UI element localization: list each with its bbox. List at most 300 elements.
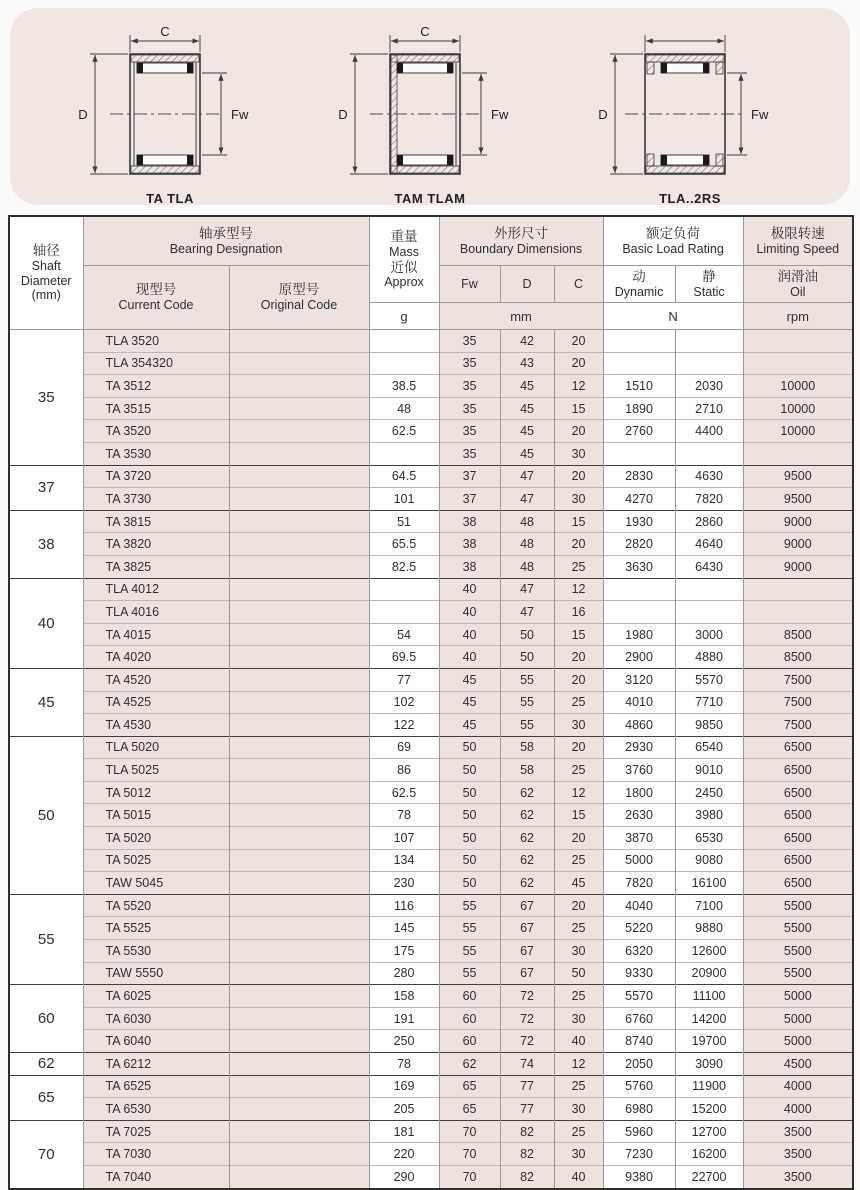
- mass-cell: 191: [369, 1007, 439, 1030]
- svg-text:Fw: Fw: [231, 107, 249, 122]
- svg-text:D: D: [598, 107, 608, 122]
- table-row: [9, 555, 853, 578]
- dyn-cell: 5220: [603, 917, 675, 940]
- fw-cell: 38: [439, 533, 500, 556]
- dyn-cell: [603, 601, 675, 624]
- rpm-cell: 6500: [743, 736, 853, 759]
- fw-cell: 35: [439, 375, 500, 398]
- table-row: [9, 804, 853, 827]
- orig-cell: [229, 827, 369, 850]
- mass-cell: 77: [369, 668, 439, 691]
- d-cell: 47: [500, 465, 554, 488]
- bearing-spec-table: [8, 215, 854, 1190]
- svg-text:Fw: Fw: [491, 107, 509, 122]
- shaft-diameter-cell: 62: [9, 1053, 83, 1076]
- mass-cell: 169: [369, 1075, 439, 1098]
- mass-cell: [369, 330, 439, 353]
- rpm-cell: 5500: [743, 940, 853, 963]
- dyn-cell: 4010: [603, 691, 675, 714]
- table-row: [9, 759, 853, 782]
- mass-cell: 78: [369, 1053, 439, 1076]
- mass-cell: 69: [369, 736, 439, 759]
- header-original-code: 原型号 Original Code: [229, 266, 369, 330]
- code-cell: TA 7025: [83, 1120, 229, 1143]
- header-dynamic: 动 Dynamic: [603, 266, 675, 303]
- orig-cell: [229, 601, 369, 624]
- fw-cell: 35: [439, 352, 500, 375]
- c-cell: 20: [554, 420, 603, 443]
- code-cell: TLA 3520: [83, 330, 229, 353]
- shaft-diameter-cell: 70: [9, 1120, 83, 1188]
- stat-cell: 3090: [675, 1053, 743, 1076]
- orig-cell: [229, 985, 369, 1008]
- d-cell: 62: [500, 849, 554, 872]
- c-cell: 20: [554, 533, 603, 556]
- code-cell: TA 6040: [83, 1030, 229, 1053]
- rpm-cell: 5000: [743, 1007, 853, 1030]
- orig-cell: [229, 781, 369, 804]
- d-cell: 82: [500, 1120, 554, 1143]
- rpm-cell: 6500: [743, 872, 853, 895]
- c-cell: 25: [554, 759, 603, 782]
- c-cell: 20: [554, 894, 603, 917]
- fw-cell: 55: [439, 940, 500, 963]
- rpm-cell: 4000: [743, 1075, 853, 1098]
- bearing-diagram-ta-tla: [70, 24, 270, 206]
- orig-cell: [229, 736, 369, 759]
- c-cell: 12: [554, 578, 603, 601]
- table-row: [9, 872, 853, 895]
- header-shaft-diameter: 轴径 Shaft Diameter (mm): [9, 216, 83, 330]
- orig-cell: [229, 894, 369, 917]
- code-cell: TA 3720: [83, 465, 229, 488]
- stat-cell: 4640: [675, 533, 743, 556]
- dyn-cell: 9330: [603, 962, 675, 985]
- dyn-cell: 4860: [603, 714, 675, 737]
- mass-cell: 65.5: [369, 533, 439, 556]
- rpm-cell: 5000: [743, 985, 853, 1008]
- header-current-code: 现型号 Current Code: [83, 266, 229, 330]
- stat-cell: 22700: [675, 1165, 743, 1188]
- mass-cell: [369, 578, 439, 601]
- fw-cell: 45: [439, 714, 500, 737]
- table-row: [9, 442, 853, 465]
- table-row: [9, 668, 853, 691]
- table-row: [9, 397, 853, 420]
- bearing-cross-section-svg: [595, 24, 785, 184]
- svg-text:D: D: [78, 107, 88, 122]
- orig-cell: [229, 442, 369, 465]
- d-cell: 55: [500, 714, 554, 737]
- shaft-diameter-cell: 60: [9, 985, 83, 1053]
- stat-cell: 12700: [675, 1120, 743, 1143]
- table-row: [9, 940, 853, 963]
- stat-cell: 19700: [675, 1030, 743, 1053]
- orig-cell: [229, 352, 369, 375]
- code-cell: TA 3730: [83, 488, 229, 511]
- shaft-diameter-cell: 45: [9, 668, 83, 736]
- table-row: [9, 714, 853, 737]
- d-cell: 72: [500, 1007, 554, 1030]
- d-cell: 77: [500, 1098, 554, 1121]
- stat-cell: 6430: [675, 555, 743, 578]
- dyn-cell: 2630: [603, 804, 675, 827]
- rpm-cell: 9500: [743, 465, 853, 488]
- code-cell: TA 3512: [83, 375, 229, 398]
- fw-cell: 70: [439, 1165, 500, 1188]
- rpm-cell: 8500: [743, 646, 853, 669]
- mass-cell: 116: [369, 894, 439, 917]
- shaft-diameter-cell: 50: [9, 736, 83, 894]
- table-row: [9, 985, 853, 1008]
- shaft-diameter-cell: 65: [9, 1075, 83, 1120]
- orig-cell: [229, 668, 369, 691]
- stat-cell: [675, 601, 743, 624]
- d-cell: 67: [500, 962, 554, 985]
- dyn-cell: 6980: [603, 1098, 675, 1121]
- table-row: [9, 962, 853, 985]
- code-cell: TA 4520: [83, 668, 229, 691]
- fw-cell: 55: [439, 962, 500, 985]
- rpm-cell: 3500: [743, 1120, 853, 1143]
- bearing-cross-section-drawing: [330, 24, 530, 189]
- orig-cell: [229, 1007, 369, 1030]
- mass-cell: 62.5: [369, 781, 439, 804]
- code-cell: TLA 5025: [83, 759, 229, 782]
- fw-cell: 50: [439, 736, 500, 759]
- fw-cell: 50: [439, 827, 500, 850]
- fw-cell: 60: [439, 985, 500, 1008]
- stat-cell: 4400: [675, 420, 743, 443]
- rpm-cell: [743, 578, 853, 601]
- rpm-cell: 9000: [743, 555, 853, 578]
- table-row: [9, 465, 853, 488]
- unit-mm: mm: [439, 303, 603, 330]
- rpm-cell: [743, 352, 853, 375]
- rpm-cell: 5500: [743, 894, 853, 917]
- dyn-cell: 4040: [603, 894, 675, 917]
- orig-cell: [229, 849, 369, 872]
- dyn-cell: [603, 352, 675, 375]
- diagram-caption: TLA..2RS: [659, 191, 721, 206]
- rpm-cell: 8500: [743, 623, 853, 646]
- c-cell: 25: [554, 1075, 603, 1098]
- rpm-cell: [743, 330, 853, 353]
- shaft-diameter-cell: 37: [9, 465, 83, 510]
- dyn-cell: 2930: [603, 736, 675, 759]
- fw-cell: 70: [439, 1120, 500, 1143]
- fw-cell: 60: [439, 1007, 500, 1030]
- table-row: [9, 849, 853, 872]
- d-cell: 74: [500, 1053, 554, 1076]
- fw-cell: 35: [439, 420, 500, 443]
- fw-cell: 35: [439, 442, 500, 465]
- rpm-cell: 6500: [743, 804, 853, 827]
- rpm-cell: 5000: [743, 1030, 853, 1053]
- stat-cell: 15200: [675, 1098, 743, 1121]
- d-cell: 67: [500, 940, 554, 963]
- code-cell: TA 3530: [83, 442, 229, 465]
- dyn-cell: 8740: [603, 1030, 675, 1053]
- rpm-cell: 10000: [743, 375, 853, 398]
- c-cell: 30: [554, 442, 603, 465]
- code-cell: TA 5025: [83, 849, 229, 872]
- table-row: [9, 736, 853, 759]
- mass-cell: 280: [369, 962, 439, 985]
- stat-cell: [675, 330, 743, 353]
- code-cell: TA 3520: [83, 420, 229, 443]
- svg-text:Fw: Fw: [751, 107, 769, 122]
- mass-cell: [369, 442, 439, 465]
- code-cell: TA 3815: [83, 510, 229, 533]
- dyn-cell: 5960: [603, 1120, 675, 1143]
- unit-g: g: [369, 303, 439, 330]
- stat-cell: 6540: [675, 736, 743, 759]
- stat-cell: 16200: [675, 1143, 743, 1166]
- stat-cell: 9010: [675, 759, 743, 782]
- rpm-cell: 6500: [743, 849, 853, 872]
- header-boundary-dimensions: 外形尺寸 Boundary Dimensions: [439, 216, 603, 266]
- mass-cell: 54: [369, 623, 439, 646]
- table-row: [9, 1053, 853, 1076]
- shaft-diameter-cell: 55: [9, 894, 83, 984]
- dyn-cell: [603, 578, 675, 601]
- mass-cell: 62.5: [369, 420, 439, 443]
- fw-cell: 70: [439, 1143, 500, 1166]
- orig-cell: [229, 962, 369, 985]
- diagram-banner: [10, 8, 850, 205]
- code-cell: TA 4530: [83, 714, 229, 737]
- table-row: [9, 330, 853, 353]
- d-cell: 50: [500, 646, 554, 669]
- svg-text:D: D: [338, 107, 348, 122]
- c-cell: 20: [554, 646, 603, 669]
- shaft-diameter-cell: 38: [9, 510, 83, 578]
- orig-cell: [229, 510, 369, 533]
- orig-cell: [229, 420, 369, 443]
- dyn-cell: 2830: [603, 465, 675, 488]
- stat-cell: 11100: [675, 985, 743, 1008]
- d-cell: 72: [500, 985, 554, 1008]
- table-row: [9, 1120, 853, 1143]
- orig-cell: [229, 375, 369, 398]
- dyn-cell: 3870: [603, 827, 675, 850]
- rpm-cell: 4500: [743, 1053, 853, 1076]
- c-cell: 25: [554, 849, 603, 872]
- c-cell: 12: [554, 781, 603, 804]
- fw-cell: 40: [439, 601, 500, 624]
- code-cell: TA 6212: [83, 1053, 229, 1076]
- stat-cell: 9850: [675, 714, 743, 737]
- orig-cell: [229, 940, 369, 963]
- header-d: D: [500, 266, 554, 303]
- orig-cell: [229, 397, 369, 420]
- orig-cell: [229, 1120, 369, 1143]
- diagram-caption: TA TLA: [146, 191, 194, 206]
- orig-cell: [229, 1098, 369, 1121]
- orig-cell: [229, 623, 369, 646]
- dyn-cell: 3120: [603, 668, 675, 691]
- fw-cell: 35: [439, 330, 500, 353]
- code-cell: TA 3515: [83, 397, 229, 420]
- code-cell: TLA 4012: [83, 578, 229, 601]
- table-row: [9, 578, 853, 601]
- header-c: C: [554, 266, 603, 303]
- stat-cell: 9880: [675, 917, 743, 940]
- dyn-cell: [603, 330, 675, 353]
- code-cell: TA 5520: [83, 894, 229, 917]
- svg-text:C: C: [420, 24, 430, 39]
- rpm-cell: 3500: [743, 1143, 853, 1166]
- table-row: [9, 533, 853, 556]
- header-basic-load-rating: 额定负荷 Basic Load Rating: [603, 216, 743, 266]
- fw-cell: 62: [439, 1053, 500, 1076]
- table-row: [9, 917, 853, 940]
- dyn-cell: 5760: [603, 1075, 675, 1098]
- stat-cell: 7100: [675, 894, 743, 917]
- table-row: [9, 781, 853, 804]
- c-cell: 30: [554, 714, 603, 737]
- mass-cell: 69.5: [369, 646, 439, 669]
- code-cell: TA 6025: [83, 985, 229, 1008]
- d-cell: 45: [500, 375, 554, 398]
- bearing-cross-section-drawing: [70, 24, 270, 189]
- dyn-cell: 5570: [603, 985, 675, 1008]
- table-row: [9, 488, 853, 511]
- dyn-cell: 2900: [603, 646, 675, 669]
- dyn-cell: 2820: [603, 533, 675, 556]
- unit-rpm: rpm: [743, 303, 853, 330]
- c-cell: 15: [554, 510, 603, 533]
- dyn-cell: 1890: [603, 397, 675, 420]
- c-cell: 15: [554, 623, 603, 646]
- dyn-cell: 7820: [603, 872, 675, 895]
- mass-cell: 145: [369, 917, 439, 940]
- c-cell: 20: [554, 736, 603, 759]
- dyn-cell: 7230: [603, 1143, 675, 1166]
- dyn-cell: 3630: [603, 555, 675, 578]
- d-cell: 62: [500, 872, 554, 895]
- stat-cell: [675, 578, 743, 601]
- d-cell: 43: [500, 352, 554, 375]
- orig-cell: [229, 578, 369, 601]
- c-cell: 15: [554, 804, 603, 827]
- fw-cell: 65: [439, 1098, 500, 1121]
- mass-cell: 101: [369, 488, 439, 511]
- d-cell: 82: [500, 1143, 554, 1166]
- rpm-cell: 7500: [743, 668, 853, 691]
- rpm-cell: 10000: [743, 397, 853, 420]
- bearing-diagram-tam-tlam: [330, 24, 530, 206]
- stat-cell: 2710: [675, 397, 743, 420]
- stat-cell: 9080: [675, 849, 743, 872]
- table-row: [9, 623, 853, 646]
- dyn-cell: 1930: [603, 510, 675, 533]
- table-row: [9, 1165, 853, 1188]
- c-cell: 12: [554, 375, 603, 398]
- c-cell: 30: [554, 1007, 603, 1030]
- c-cell: 20: [554, 827, 603, 850]
- table-row: [9, 894, 853, 917]
- rpm-cell: 7500: [743, 714, 853, 737]
- mass-cell: 158: [369, 985, 439, 1008]
- table-row: [9, 601, 853, 624]
- orig-cell: [229, 555, 369, 578]
- code-cell: TA 5015: [83, 804, 229, 827]
- fw-cell: 45: [439, 668, 500, 691]
- dyn-cell: 3760: [603, 759, 675, 782]
- c-cell: 25: [554, 691, 603, 714]
- d-cell: 48: [500, 533, 554, 556]
- rpm-cell: 5500: [743, 962, 853, 985]
- d-cell: 55: [500, 668, 554, 691]
- code-cell: TAW 5045: [83, 872, 229, 895]
- dyn-cell: [603, 442, 675, 465]
- rpm-cell: 4000: [743, 1098, 853, 1121]
- d-cell: 45: [500, 442, 554, 465]
- d-cell: 58: [500, 736, 554, 759]
- mass-cell: 250: [369, 1030, 439, 1053]
- orig-cell: [229, 759, 369, 782]
- fw-cell: 37: [439, 488, 500, 511]
- stat-cell: 2860: [675, 510, 743, 533]
- fw-cell: 38: [439, 555, 500, 578]
- d-cell: 47: [500, 488, 554, 511]
- c-cell: 15: [554, 397, 603, 420]
- header-oil: 润滑油 Oil: [743, 266, 853, 303]
- stat-cell: 4630: [675, 465, 743, 488]
- stat-cell: 14200: [675, 1007, 743, 1030]
- mass-cell: 220: [369, 1143, 439, 1166]
- c-cell: 12: [554, 1053, 603, 1076]
- mass-cell: 48: [369, 397, 439, 420]
- mass-cell: 122: [369, 714, 439, 737]
- fw-cell: 45: [439, 691, 500, 714]
- stat-cell: 3980: [675, 804, 743, 827]
- dyn-cell: 2050: [603, 1053, 675, 1076]
- rpm-cell: 10000: [743, 420, 853, 443]
- rpm-cell: 6500: [743, 781, 853, 804]
- fw-cell: 38: [439, 510, 500, 533]
- code-cell: TA 6030: [83, 1007, 229, 1030]
- rpm-cell: 9000: [743, 533, 853, 556]
- rpm-cell: 5500: [743, 917, 853, 940]
- rpm-cell: 6500: [743, 759, 853, 782]
- orig-cell: [229, 804, 369, 827]
- orig-cell: [229, 714, 369, 737]
- code-cell: TAW 5550: [83, 962, 229, 985]
- code-cell: TA 3825: [83, 555, 229, 578]
- d-cell: 45: [500, 420, 554, 443]
- header-bearing-designation: 轴承型号 Bearing Designation: [83, 216, 369, 266]
- dyn-cell: 5000: [603, 849, 675, 872]
- orig-cell: [229, 691, 369, 714]
- header-mass: 重量 Mass 近似 Approx: [369, 216, 439, 303]
- c-cell: 16: [554, 601, 603, 624]
- d-cell: 62: [500, 781, 554, 804]
- stat-cell: 2450: [675, 781, 743, 804]
- code-cell: TA 5020: [83, 827, 229, 850]
- c-cell: 25: [554, 555, 603, 578]
- d-cell: 62: [500, 804, 554, 827]
- fw-cell: 37: [439, 465, 500, 488]
- code-cell: TLA 354320: [83, 352, 229, 375]
- fw-cell: 40: [439, 623, 500, 646]
- rpm-cell: 7500: [743, 691, 853, 714]
- stat-cell: [675, 352, 743, 375]
- mass-cell: 290: [369, 1165, 439, 1188]
- header-fw: Fw: [439, 266, 500, 303]
